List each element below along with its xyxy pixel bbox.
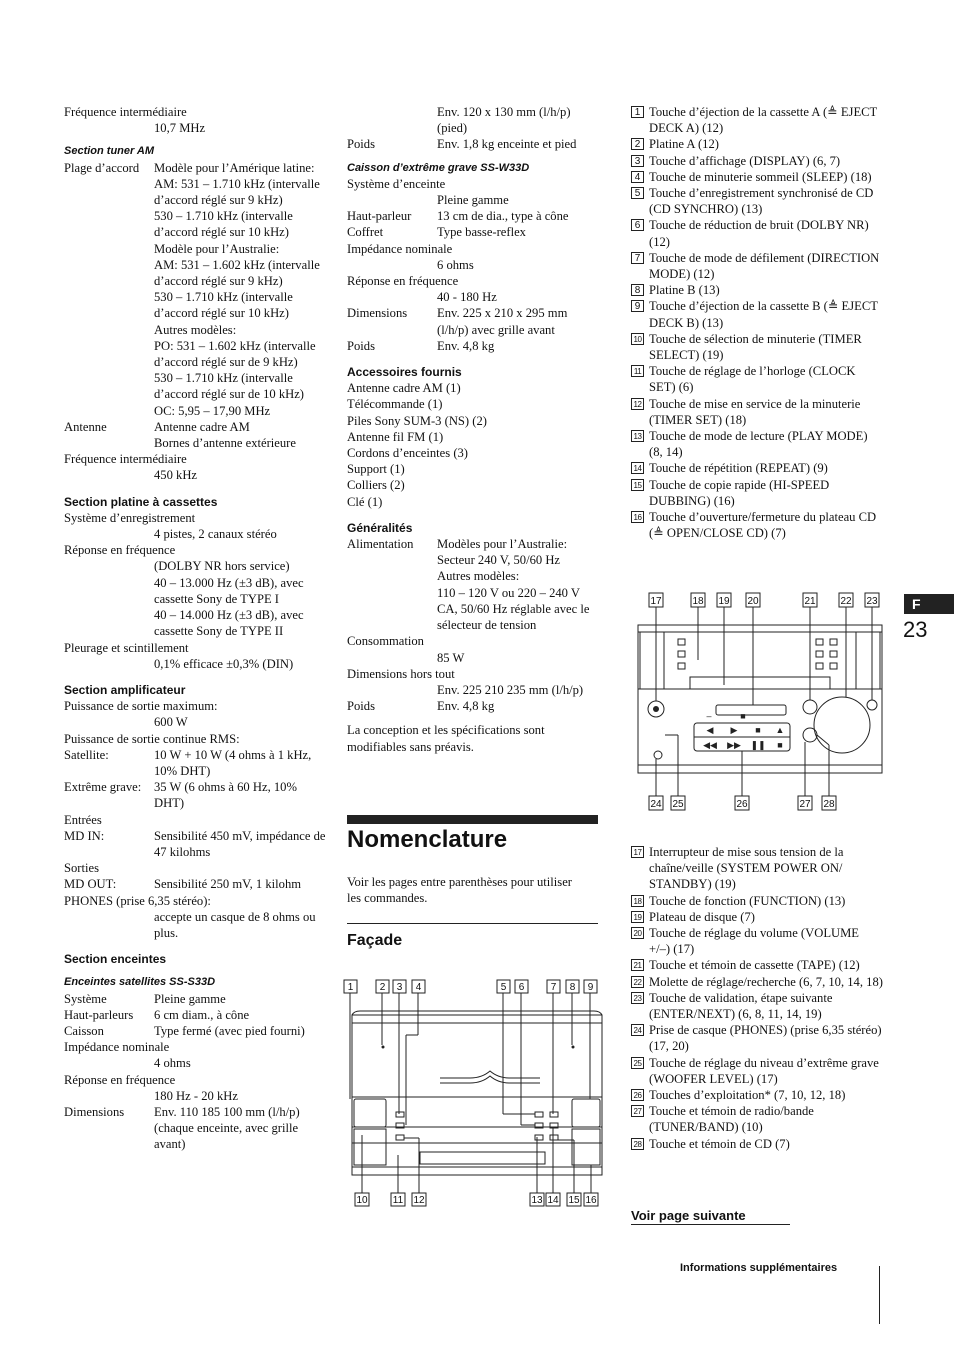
- rep2-label: Réponse en fréquence: [64, 1072, 176, 1087]
- acc-item: Piles Sony SUM-3 (NS) (2): [347, 413, 487, 428]
- eg-label: Extrême grave:: [64, 780, 142, 795]
- deck-b: [572, 1099, 600, 1127]
- language-tab: F: [904, 594, 954, 614]
- item-number: 10: [631, 333, 644, 345]
- item-number: 13: [631, 430, 644, 442]
- mdin-label: MD IN:: [64, 828, 105, 843]
- callout-number: 11: [392, 1195, 404, 1206]
- antenne-line: Antenne cadre AM: [154, 419, 250, 434]
- item-label: Touche de validation, étape suivante (ENTER/NEXT) (6, 8, 11, 14, 19): [649, 990, 833, 1022]
- callout-number: 19: [718, 596, 730, 607]
- item-label: Touche d’enregistrement synchronisé de CD (CD SYNCHRO) (13): [649, 186, 874, 217]
- callout-number: 13: [531, 1195, 543, 1206]
- nomenclature-item: [631, 925, 883, 957]
- item-number: 22: [631, 976, 644, 988]
- svg-text:▶▶: ▶▶: [727, 740, 741, 750]
- item-label: Touche et témoin de radio/bande (TUNER/BAND) (10): [649, 1104, 814, 1135]
- eg-row: [64, 779, 326, 811]
- callout-number: 18: [692, 596, 704, 607]
- caisson-row: [64, 1023, 326, 1039]
- plage-line: Autres modèles:: [154, 322, 237, 337]
- svg-text:■: ■: [740, 711, 746, 721]
- coffret-value: Type basse-reflex: [437, 225, 526, 240]
- conso-label: Consommation: [347, 634, 424, 649]
- imp-label: Impédance nominale: [64, 1040, 170, 1055]
- item-label: Touche de réglage du niveau d’extrême grave (WOOFER LEVEL) (17): [649, 1055, 879, 1086]
- item-number: 21: [631, 959, 644, 971]
- sys-value: Pleine gamme: [437, 193, 509, 208]
- facade-rule: [347, 923, 598, 924]
- item-number: 8: [631, 284, 644, 296]
- plage-line: Modèle pour l’Amérique latine:: [154, 160, 315, 175]
- svg-text:▲: ▲: [775, 725, 785, 735]
- dim-label: Dimensions: [347, 306, 408, 321]
- imp-value: 4 ohms: [154, 1056, 191, 1071]
- rep-value: 40 - 180 Hz: [437, 290, 497, 305]
- sat-row: [64, 747, 326, 779]
- callout-number: 3: [396, 982, 403, 993]
- nomenclature-item: [631, 1022, 883, 1054]
- callout-number: 25: [672, 799, 684, 810]
- nomenclature-title: Nomenclature: [347, 826, 508, 853]
- hp-label: Haut-parleurs: [64, 1007, 134, 1022]
- nomenclature-item: [631, 844, 883, 893]
- poids3-row: [347, 698, 599, 714]
- plage-line: Modèle pour l’Australie:: [154, 241, 280, 256]
- hp-row: [64, 1007, 326, 1023]
- poids3-label: Poids: [347, 699, 375, 714]
- nomenclature-item: [631, 974, 883, 990]
- dim-value: Env. 225 x 210 x 295 mm (l/h/p) avec grille avant: [437, 306, 568, 337]
- item-label: Touche de réglage de l’horloge (CLOCK SET) (6): [649, 364, 856, 395]
- svg-text:■: ■: [777, 740, 783, 750]
- nomenclature-item: [631, 1087, 883, 1103]
- voir-page-rule: [631, 1224, 790, 1225]
- dim-label: Dimensions: [64, 1104, 125, 1119]
- item-label: Touche de minuterie sommeil (SLEEP) (18): [649, 169, 872, 184]
- hp-label: Haut-parleur: [347, 209, 412, 224]
- volume-button: [716, 705, 786, 715]
- imp-label: Impédance nominale: [347, 241, 453, 256]
- disc-tray: [690, 677, 830, 689]
- alim-row: [347, 536, 599, 633]
- item-label: Molette de réglage/recherche (6, 7, 10, 14, 18): [649, 974, 883, 989]
- callout-number: 21: [804, 596, 816, 607]
- item-number: 7: [631, 252, 644, 264]
- callout-number: 28: [823, 799, 835, 810]
- item-label: Touche de réglage du volume (VOLUME +/–) (17): [649, 926, 859, 957]
- ampli-title: Section amplificateur: [64, 682, 186, 697]
- eg-value: 35 W (6 ohms à 60 Hz, 10% DHT): [154, 780, 297, 811]
- jog-dial: [814, 697, 870, 753]
- item-label: Plateau de disque (7): [649, 909, 755, 924]
- sys-value: Pleine gamme: [154, 991, 226, 1006]
- mdout-row: [64, 876, 326, 892]
- callout-number: 14: [547, 1195, 559, 1206]
- rep2-value: 180 Hz - 20 kHz: [154, 1088, 238, 1103]
- nomenclature-item: [631, 893, 883, 909]
- nomenclature-item: [631, 169, 883, 185]
- acc-item: Télécommande (1): [347, 397, 443, 412]
- hp-value: 13 cm de dia., type à cône: [437, 209, 569, 224]
- deck-b-lower: [572, 1129, 600, 1165]
- enreg-label: Système d’enregistrement: [64, 510, 196, 525]
- mdin-row: [64, 828, 326, 860]
- item-label: Platine A (12): [649, 137, 719, 152]
- item-label: Touche de mode de lecture (PLAY MODE) (8, 14): [649, 429, 868, 460]
- nomenclature-item: [631, 217, 883, 249]
- item-label: Touche d’éjection de la cassette B (≜ EJECT DECK B) (13): [649, 299, 878, 330]
- item-number: 26: [631, 1089, 644, 1101]
- enreg-value: 4 pistes, 2 canaux stéréo: [154, 527, 277, 542]
- item-number: 20: [631, 927, 644, 939]
- plage-values: [154, 160, 326, 419]
- nomenclature-item: [631, 428, 883, 460]
- nomenclature-item: [631, 363, 883, 395]
- callout-number: 17: [650, 596, 662, 607]
- item-label: Touche de fonction (FUNCTION) (13): [649, 893, 846, 908]
- imp-value: 6 ohms: [437, 257, 474, 272]
- plage-line: AM: 531 – 1.602 kHz (intervalle d’accord réglé sur 9 kHz): [154, 257, 320, 289]
- callout-number: 15: [568, 1195, 580, 1206]
- poids-label: Poids: [347, 137, 375, 152]
- item-number: 15: [631, 479, 644, 491]
- display-window: [420, 1152, 545, 1164]
- nomenclature-item: [631, 298, 883, 330]
- plage-line: 530 – 1.710 kHz (intervalle d’accord réglé sur 10 kHz): [154, 209, 293, 240]
- sat-label: Satellite:: [64, 747, 109, 762]
- item-number: 4: [631, 171, 644, 183]
- svg-text:❚❚: ❚❚: [750, 740, 766, 750]
- callout-number: 24: [650, 799, 662, 810]
- dim-row: [64, 1104, 326, 1153]
- nomenclature-item: [631, 1055, 883, 1087]
- callout-number: 27: [799, 799, 811, 810]
- freq-if-value: 10,7 MHz: [154, 121, 206, 136]
- plage-row: [64, 160, 326, 419]
- alim-line: 110 – 120 V ou 220 – 240 V CA, 50/60 Hz réglable avec le sélecteur de tension: [437, 585, 590, 633]
- dim-pied: Env. 120 x 130 mm (l/h/p) (pied): [437, 105, 571, 136]
- nomenclature-item: [631, 104, 883, 136]
- unit-body: [352, 1015, 602, 1175]
- item-label: Touche de mise en service de la minuterie (TIMER SET) (18): [649, 396, 861, 427]
- freq-if-label: Fréquence intermédiaire: [64, 105, 187, 119]
- column-2: [347, 104, 599, 755]
- acc-title: Accessoires fournis: [347, 365, 462, 380]
- poids-row: [347, 136, 599, 152]
- callout-number: 4: [415, 982, 422, 993]
- footer-section: Informations supplémentaires: [680, 1262, 838, 1274]
- item-label: Touche d’affichage (DISPLAY) (6, 7): [649, 153, 841, 168]
- item-number: 9: [631, 300, 644, 312]
- nomenclature-item: [631, 509, 883, 541]
- dimht-value: Env. 225 210 235 mm (l/h/p): [437, 682, 584, 697]
- svg-text:◀: ◀: [706, 725, 714, 735]
- callout-number: 8: [569, 982, 576, 993]
- nomenclature-item: [631, 331, 883, 363]
- svg-text:◀◀: ◀◀: [703, 740, 717, 750]
- page-number: 23: [903, 617, 928, 642]
- nomenclature-item: [631, 153, 883, 169]
- callout-number: 16: [585, 1195, 597, 1206]
- nomenclature-item: [631, 990, 883, 1022]
- callout-number: 10: [356, 1195, 368, 1206]
- item-number: 27: [631, 1105, 644, 1117]
- nomenclature-item: [631, 957, 883, 973]
- item-number: 28: [631, 1138, 644, 1150]
- sys-label: Système d’enceinte: [347, 176, 446, 191]
- poids2-value: Env. 4,8 kg: [437, 338, 495, 353]
- nomenclature-item: [631, 250, 883, 282]
- item-number: 16: [631, 511, 644, 523]
- pmax-value: 600 W: [154, 715, 188, 730]
- facade-title: Façade: [347, 932, 403, 949]
- callout-number: 9: [587, 982, 594, 993]
- nomenclature-item: [631, 477, 883, 509]
- mdout-value: Sensibilité 250 mV, 1 kilohm: [154, 877, 302, 892]
- item-number: 1: [631, 106, 644, 118]
- caisson-value: Type fermé (avec pied fourni): [154, 1023, 305, 1038]
- column-3-lower: [631, 844, 883, 1152]
- antenne-row: [64, 419, 326, 451]
- item-number: 23: [631, 992, 644, 1004]
- facade-diagram: [340, 975, 605, 1213]
- nomenclature-item: [631, 136, 883, 152]
- main-unit-diagram: [630, 585, 890, 817]
- dim-row: [347, 305, 599, 337]
- phones-value: accepte un casque de 8 ohms ou plus.: [154, 909, 316, 940]
- conso-value: 85 W: [437, 650, 465, 665]
- nomenclature-item: [631, 1103, 883, 1135]
- plage-line: 530 – 1.710 kHz (intervalle d’accord réglé sur de 10 kHz): [154, 371, 305, 402]
- freq-if2-value: 450 kHz: [154, 468, 198, 483]
- mdout-label: MD OUT:: [64, 877, 117, 892]
- item-number: 18: [631, 895, 644, 907]
- item-number: 19: [631, 911, 644, 923]
- deck-a: [354, 1099, 386, 1127]
- item-label: Platine B (13): [649, 283, 720, 298]
- nomenclature-intro: Voir les pages entre parenthèses pour utiliser les commandes.: [347, 875, 572, 906]
- item-number: 12: [631, 398, 644, 410]
- dim-value: Env. 110 185 100 mm (l/h/p) (chaque enceinte, avec grille avant): [154, 1104, 300, 1152]
- nomenclature-item: [631, 396, 883, 428]
- item-number: 24: [631, 1024, 644, 1036]
- item-number: 11: [631, 365, 644, 377]
- hp-value: 6 cm diam., à cône: [154, 1007, 250, 1022]
- poids3-value: Env. 4,8 kg: [437, 699, 495, 714]
- svg-text:■: ■: [755, 725, 761, 735]
- plage-line: PO: 531 – 1.602 kHz (intervalle d’accord réglé sur de 9 kHz): [154, 338, 316, 370]
- tuner-am-title: Section tuner AM: [64, 145, 155, 158]
- callout-number: 20: [747, 596, 759, 607]
- acc-item: Antenne cadre AM (1): [347, 381, 461, 396]
- acc-item: Support (1): [347, 462, 405, 477]
- poids-value: Env. 1,8 kg enceinte et pied: [437, 137, 577, 152]
- alim-label: Alimentation: [347, 537, 414, 552]
- item-label: Touche et témoin de cassette (TAPE) (12): [649, 958, 860, 973]
- item-label: Prise de casque (PHONES) (prise 6,35 stéréo) (17, 20): [649, 1023, 882, 1054]
- acc-item: Cordons d’enceintes (3): [347, 446, 469, 461]
- callout-number: 12: [413, 1195, 425, 1206]
- item-number: 6: [631, 219, 644, 231]
- item-label: Interrupteur de mise sous tension de la chaîne/veille (SYSTEM POWER ON/ STANDBY) (19): [649, 845, 844, 892]
- callout-number: 7: [550, 982, 557, 993]
- rep-label: Réponse en fréquence: [347, 274, 459, 289]
- plage-line: 530 – 1.710 kHz (intervalle d’accord réglé sur 10 kHz): [154, 290, 293, 321]
- rep-label: Réponse en fréquence: [64, 543, 176, 558]
- item-label: Touche de mode de défilement (DIRECTION MODE) (12): [649, 250, 880, 282]
- item-number: 17: [631, 846, 644, 858]
- coffret-label: Coffret: [347, 225, 384, 240]
- prms-label: Puissance de sortie continue RMS:: [64, 731, 240, 746]
- nomenclature-item: [631, 282, 883, 298]
- alim-values: [437, 536, 599, 633]
- hp-row: [347, 208, 599, 224]
- sys-label: Système: [64, 991, 107, 1006]
- svg-text:–: –: [706, 711, 712, 721]
- callout-number: 2: [379, 982, 386, 993]
- item-number: 3: [631, 155, 644, 167]
- callout-number: 6: [518, 982, 525, 993]
- rep-line: (DOLBY NR hors service): [154, 559, 290, 574]
- poids2-row: [347, 338, 599, 354]
- plage-label: Plage d’accord: [64, 160, 140, 175]
- item-number: 2: [631, 138, 644, 150]
- antenne-label: Antenne: [64, 419, 107, 434]
- item-number: 5: [631, 187, 644, 199]
- caisson-label: Caisson: [64, 1023, 104, 1038]
- item-label: Touche d’éjection de la cassette A (≜ EJECT DECK A) (12): [649, 105, 878, 136]
- poids2-label: Poids: [347, 338, 375, 353]
- phones-label: PHONES (prise 6,35 stéréo):: [64, 893, 211, 908]
- pleurage-value: 0,1% efficace ±0,3% (DIN): [154, 656, 294, 671]
- sat-value: 10 W + 10 W (4 ohms à 1 kHz, 10% DHT): [154, 747, 312, 778]
- item-label: Touche et témoin de CD (7): [649, 1136, 790, 1151]
- acc-item: Clé (1): [347, 494, 383, 509]
- sat-enc-title: Enceintes satellites SS-S33D: [64, 976, 216, 989]
- item-number: 25: [631, 1057, 644, 1069]
- item-label: Touche de sélection de minuterie (TIMER SELECT) (19): [649, 331, 862, 363]
- column-1: [64, 104, 326, 1153]
- svg-text:▶: ▶: [730, 725, 738, 735]
- alim-line: Autres modèles:: [437, 569, 520, 584]
- item-label: Touche d’ouverture/fermeture du plateau CD (≜ OPEN/CLOSE CD) (7): [649, 510, 877, 541]
- dimht-label: Dimensions hors tout: [347, 666, 455, 681]
- sys-row: [64, 991, 326, 1007]
- item-label: Touche de réduction de bruit (DOLBY NR) (12): [649, 218, 869, 249]
- item-label: Touches d’exploitation* (7, 10, 12, 18): [649, 1088, 846, 1103]
- callout-number: 5: [500, 982, 507, 993]
- callout-number: 22: [840, 596, 852, 607]
- enceintes-title: Section enceintes: [64, 952, 167, 967]
- acc-item: Colliers (2): [347, 478, 405, 493]
- alim-line: Modèles pour l’Australie: Secteur 240 V, 50/60 Hz: [437, 537, 568, 568]
- nomenclature-item: [631, 909, 883, 925]
- entrees-label: Entrées: [64, 812, 102, 827]
- footer-rule: [879, 1266, 880, 1324]
- nomenclature-bar: [347, 815, 598, 824]
- plage-line: OC: 5,95 – 17,90 MHz: [154, 403, 271, 418]
- mdin-value: Sensibilité 450 mV, impédance de 47 kilohms: [154, 828, 326, 859]
- deck-a-lower: [354, 1129, 386, 1165]
- sw-title: Caisson d’extrême grave SS-W33D: [347, 161, 530, 174]
- item-label: Touche de répétition (REPEAT) (9): [649, 461, 828, 476]
- coffret-row: [347, 224, 599, 240]
- callout-number: 1: [347, 982, 354, 993]
- pmax-label: Puissance de sortie maximum:: [64, 699, 218, 714]
- rep-line: 40 – 14.000 Hz (±3 dB), avec cassette Sony de TYPE II: [154, 608, 304, 639]
- spec-note: La conception et les spécifications sont modifiables sans préavis.: [347, 723, 545, 754]
- item-number: 14: [631, 462, 644, 474]
- nomenclature-item: [631, 185, 883, 217]
- column-3: [631, 104, 883, 541]
- pleurage-label: Pleurage et scintillement: [64, 640, 189, 655]
- nomenclature-item: [631, 460, 883, 476]
- voir-page-suivante[interactable]: Voir page suivante: [631, 1208, 746, 1223]
- item-label: Touche de copie rapide (HI-SPEED DUBBING) (16): [649, 477, 830, 508]
- nomenclature-item: [631, 1136, 883, 1152]
- gen-title: Généralités: [347, 520, 413, 535]
- rep-line: 40 – 13.000 Hz (±3 dB), avec cassette Sony de TYPE I: [154, 575, 304, 606]
- freq-if2-label: Fréquence intermédiaire: [64, 452, 187, 467]
- plage-line: AM: 531 – 1.710 kHz (intervalle d’accord réglé sur 9 kHz): [154, 176, 320, 208]
- antenne-values: [154, 419, 326, 451]
- sorties-label: Sorties: [64, 861, 99, 876]
- acc-item: Antenne fil FM (1): [347, 429, 444, 444]
- callout-number: 23: [866, 596, 878, 607]
- cassette-title: Section platine à cassettes: [64, 494, 218, 509]
- callout-number: 26: [736, 799, 748, 810]
- antenne-line: Bornes d’antenne extérieure: [154, 436, 296, 451]
